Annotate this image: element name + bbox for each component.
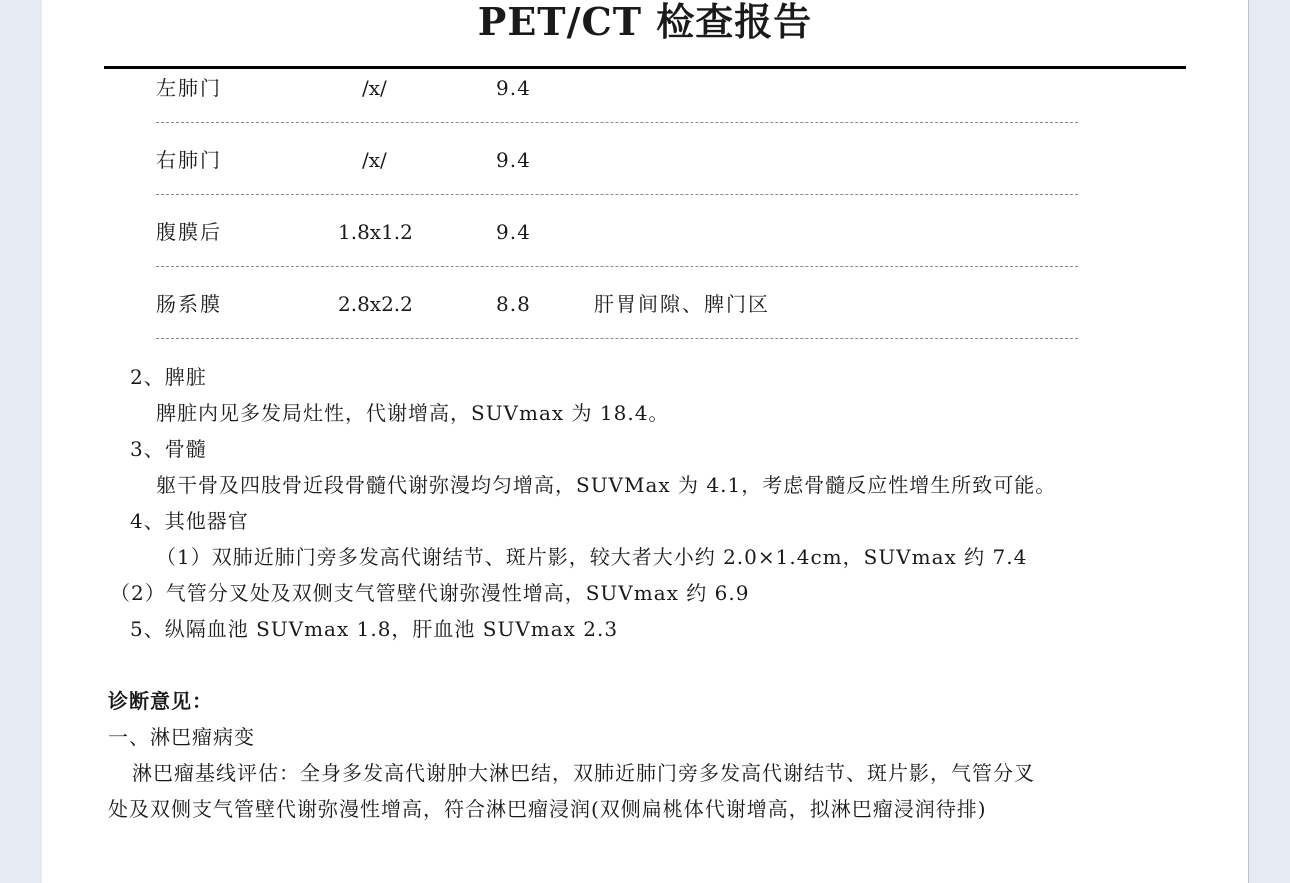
table-row (42, 73, 1248, 103)
row-suv: 8.8 (496, 292, 531, 316)
row-suv: 9.4 (496, 148, 531, 172)
other-organs-heading: 4、其他器官 (130, 509, 249, 533)
marrow-heading: 3、骨髓 (130, 437, 207, 461)
table-row (42, 289, 1248, 319)
diagnosis-text-line-2: 处及双侧支气管壁代谢弥漫性增高，符合淋巴瘤浸润(双侧扁桃体代谢增高，拟淋巴瘤浸润待排) (108, 797, 987, 821)
row-suv: 9.4 (496, 220, 531, 244)
row-divider (156, 194, 1078, 195)
diagnosis-item-heading: 一、淋巴瘤病变 (108, 725, 255, 749)
row-divider (156, 122, 1078, 123)
marrow-text: 躯干骨及四肢骨近段骨髓代谢弥漫均匀增高，SUVMax 为 4.1，考虑骨髓反应性增生所致可能。 (156, 473, 1057, 497)
row-site: 肠系膜 (156, 292, 222, 316)
row-size: 2.8x2.2 (338, 292, 413, 316)
row-suv: 9.4 (496, 76, 531, 100)
row-size: /x/ (362, 76, 387, 100)
spleen-text: 脾脏内见多发局灶性，代谢增高，SUVmax 为 18.4。 (156, 401, 670, 425)
row-site: 左肺门 (156, 76, 222, 100)
table-row (42, 145, 1248, 175)
other-organs-item-1: （1）双肺近肺门旁多发高代谢结节、斑片影，较大者大小约 2.0×1.4cm，SUVmax 约 7.4 (156, 545, 1028, 569)
row-site: 右肺门 (156, 148, 222, 172)
diagnosis-text-line-1: 淋巴瘤基线评估：全身多发高代谢肿大淋巴结，双肺近肺门旁多发高代谢结节、斑片影，气管分叉 (132, 761, 1035, 785)
report-title: PET/CT 检查报告 (477, 0, 813, 44)
row-size: /x/ (362, 148, 387, 172)
row-site: 腹膜后 (156, 220, 222, 244)
row-divider (156, 338, 1078, 339)
row-size: 1.8x1.2 (338, 220, 413, 244)
blood-pool-values: 5、纵隔血池 SUVmax 1.8，肝血池 SUVmax 2.3 (130, 617, 619, 641)
other-organs-item-2: （2）气管分叉处及双侧支气管壁代谢弥漫性增高，SUVmax 约 6.9 (110, 581, 750, 605)
report-page (42, 0, 1249, 883)
title-rule (104, 66, 1186, 69)
row-divider (156, 266, 1078, 267)
spleen-heading: 2、脾脏 (130, 365, 207, 389)
row-note: 肝胃间隙、脾门区 (594, 292, 770, 316)
diagnosis-heading: 诊断意见： (108, 689, 213, 713)
table-row (42, 217, 1248, 247)
